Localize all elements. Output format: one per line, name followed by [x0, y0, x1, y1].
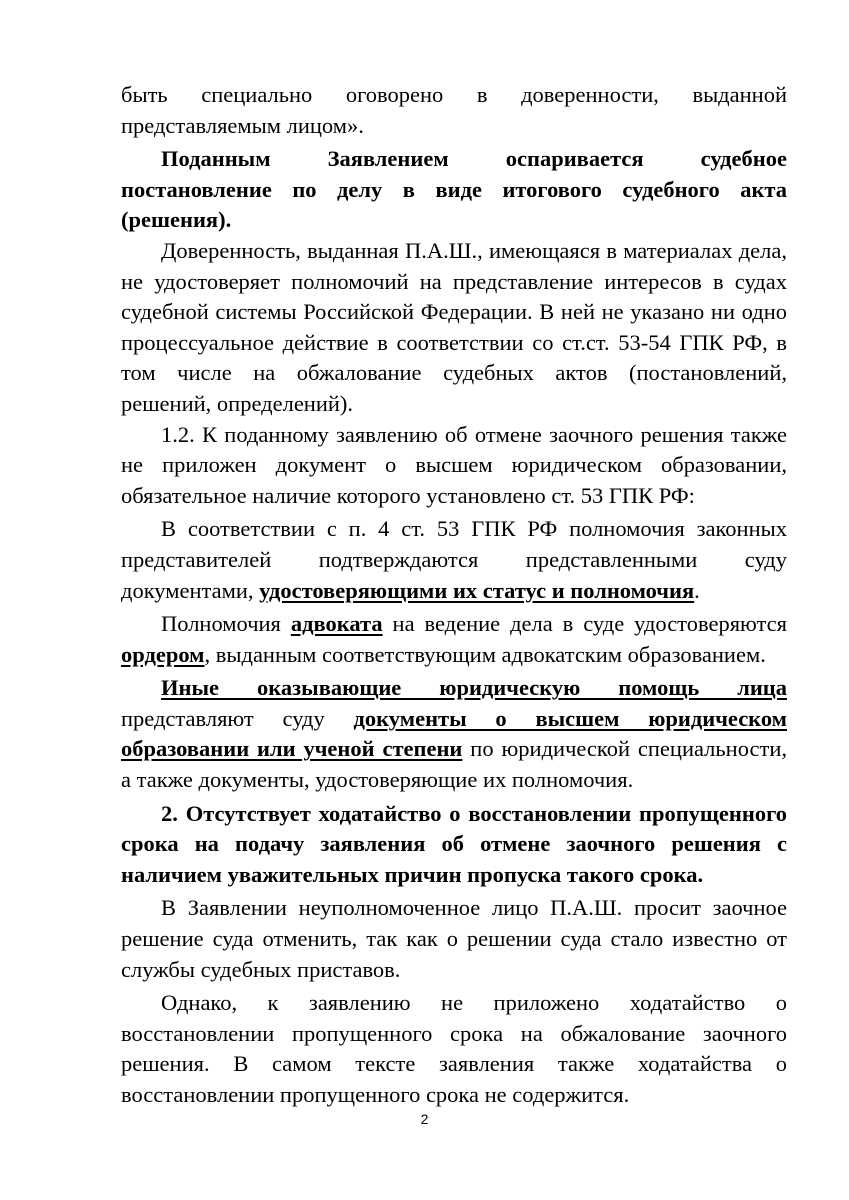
- paragraph-6-middle: на ведение дела в суде удостоверяются: [382, 611, 788, 637]
- paragraph-5-text: В соответствии с п. 4 ст. 53 ГПК РФ полномочия законных представителей подтверждаются представленными суду документами,: [121, 516, 787, 603]
- paragraph-7-middle: представляют суду: [121, 705, 354, 731]
- paragraph-10: Однако, к заявлению не приложено ходатайство о восстановлении пропущенного срока на обжалование заочного решения. В самом тексте заявления также ходатайства о восстановлении пропущенного срока не содержится.: [121, 990, 787, 1107]
- paragraph-2: Поданным Заявлением оспаривается судебное постановление по делу в виде итогового судебного акта (решения).: [121, 146, 787, 233]
- paragraph-9: В Заявлении неуполномоченное лицо П.А.Ш. просит заочное решение суда отменить, так как о решении суда стало известно от службы судебных приставов.: [121, 895, 787, 982]
- page-number: 2: [420, 1111, 429, 1127]
- document-body: [121, 80, 787, 1111]
- paragraph-5-emphasis: удостоверяющими их статус и полномочия: [259, 577, 695, 603]
- paragraph-7-emphasis-others: Иные оказывающие юридическую помощь лица: [161, 675, 787, 701]
- paragraph-4: 1.2. К поданному заявлению об отмене заочного решения также не приложен документ о высшем юридическом образовании, обязательное наличие которого установлено ст. 53 ГПК РФ:: [121, 421, 787, 508]
- paragraph-8-heading: [121, 799, 787, 891]
- paragraph-6: [121, 609, 787, 670]
- paragraph-6-text: Полномочия: [161, 611, 291, 637]
- paragraph-6-end: , выданным соответствующим адвокатским образованием.: [204, 641, 766, 667]
- paragraph-6-emphasis-advocate: адвоката: [290, 611, 383, 637]
- list-number: 2.: [161, 800, 178, 826]
- paragraph-5: [121, 514, 787, 606]
- paragraph-8-text: Отсутствует ходатайство о восстановлении пропущенного срока на подачу заявления об отмене заочного решения с наличием уважительных причин пропуска такого срока.: [121, 800, 787, 887]
- paragraph-3: Доверенность, выданная П.А.Ш., имеющаяся в материалах дела, не удостоверяет полномочий на представление интересов в судах судебной системы Российской Федерации. В ней не указано ни одно процессуальное действие в соответствии со ст.ст. 53-54 ГПК РФ, в том числе на обжалование судебных актов (постановлений, решений, определений).: [121, 237, 787, 416]
- paragraph-1: быть специально оговорено в доверенности, выданной представляемым лицом».: [121, 82, 787, 138]
- paragraph-7-end: по юридической специальности, а также документы, удостоверяющие их полномочия.: [121, 736, 788, 793]
- paragraph-7-emphasis-documents: документы о высшем юридическом образовании или ученой степени: [121, 705, 787, 762]
- paragraph-5-end: .: [694, 577, 700, 603]
- paragraph-7: [121, 673, 787, 795]
- paragraph-6-emphasis-order: ордером: [121, 641, 205, 667]
